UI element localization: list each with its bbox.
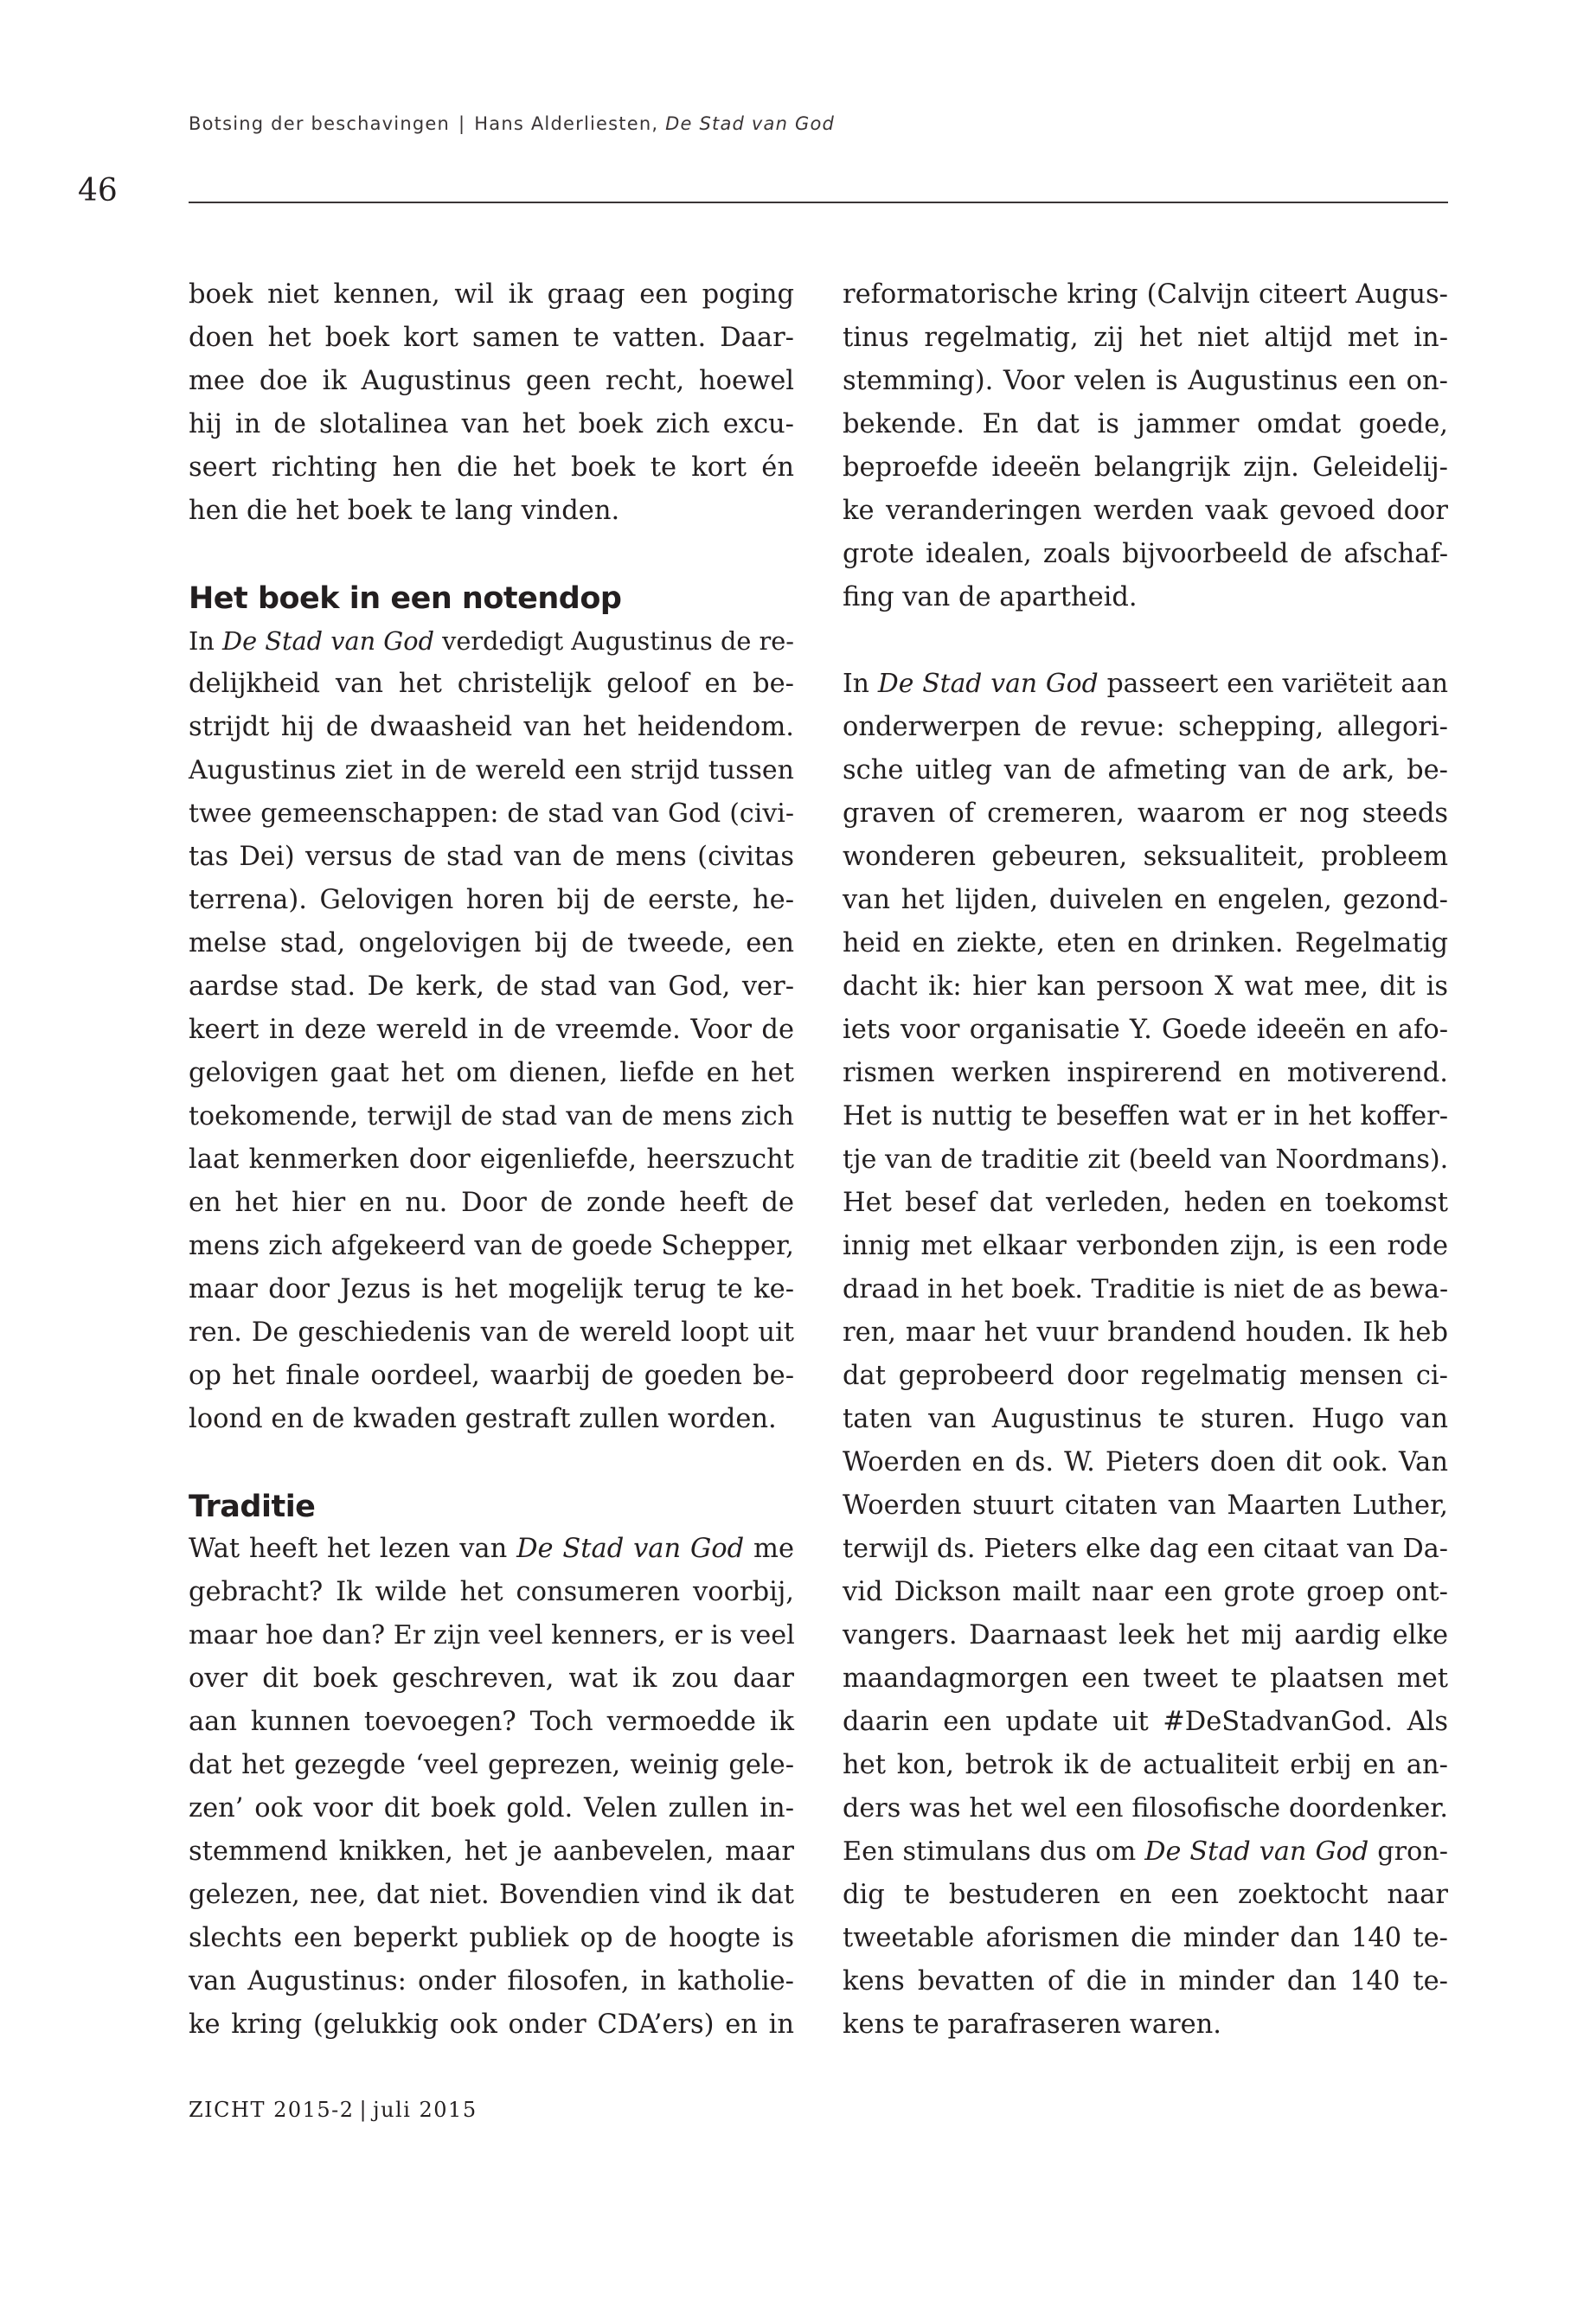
text-line: hij in de slotalinea van het boek zich excu- [189,409,794,439]
text-line: slechts een beperkt publiek op de hoogte is [189,1923,794,1953]
text-line: tweetable aforismen die minder dan 140 te- [843,1923,1448,1953]
text-line: sche uitleg van de afmeting van de ark, be- [843,755,1448,785]
footer [189,2098,478,2122]
text-line: maandagmorgen een tweet te plaatsen met [843,1663,1448,1694]
text-line: heid en ziekte, eten en drinken. Regelmatig [843,928,1448,958]
text-line: strijdt hij de dwaasheid van het heidendom. [189,712,794,742]
text-line: op het finale oordeel, waarbij de goeden be- [189,1361,794,1391]
text-line: ke kring (gelukkig ook onder CDA’ers) en in [189,2009,794,2040]
text-line: en het hier en nu. Door de zonde heeft de [189,1188,794,1218]
text-line: Het is nuttig te beseffen wat er in het koffer- [843,1101,1448,1131]
book-title-italic: De Stad van God [877,669,1099,699]
text-line: van Augustinus: onder filosofen, in katholie- [189,1966,794,1997]
text-line-rest: me [744,1534,794,1564]
running-head-author: Hans Alderliesten, [474,113,659,134]
text-line: vangers. Daarnaast leek het mij aardig elke [843,1620,1448,1650]
text-line: onderwerpen de revue: schepping, allegori- [843,712,1448,742]
text-line: hen die het boek te lang vinden. [189,496,620,526]
footer-date: juli 2015 [373,2098,478,2122]
text-line: aan kunnen toevoegen? Toch vermoedde ik [189,1707,794,1737]
text-line: Woerden en ds. W. Pieters doen dit ook. Van [843,1447,1448,1477]
text-line: fing van de apartheid. [843,582,1138,612]
text-line: graven of cremeren, waarom er nog steeds [843,798,1448,829]
text-line [189,619,794,663]
text-line: grote idealen, zoals bijvoorbeeld de afschaf- [843,539,1448,569]
text-line: ren. De geschiedenis van de wereld loopt uit [189,1317,794,1348]
text-line: delijkheid van het christelijk geloof en be- [189,669,794,699]
text-line: stemmend knikken, het je aanbevelen, maar [189,1836,794,1867]
text-line: dig te bestuderen en een zoektocht naar [843,1880,1448,1910]
text-line: doen het boek kort samen te vatten. Daar- [189,323,794,353]
text-line: innig met elkaar verbonden zijn, is een rode [843,1231,1448,1261]
text-line: laat kenmerken door eigenliefde, heerszucht [189,1144,794,1175]
text-line: dacht ik: hier kan persoon X wat mee, dit is [843,971,1448,1002]
text-line: daarin een update uit #DeStadvanGod. Als [843,1707,1448,1737]
text-line-prefix: Een stimulans dus om [843,1836,1145,1867]
text-line [843,663,1448,706]
text-line [843,1830,1448,1874]
text-line: kens te parafraseren waren. [843,2009,1221,2040]
text-line: terwijl ds. Pieters elke dag een citaat van Da- [843,1534,1448,1564]
text-line: vid Dickson mailt naar een grote groep ont- [843,1577,1448,1607]
text-line: aardse stad. De kerk, de stad van God, ver- [189,971,794,1002]
text-line-rest: verdedigt Augustinus de re- [433,626,794,656]
footer-issue: ZICHT 2015-2 [189,2098,355,2122]
text-line: zen’ ook voor dit boek gold. Velen zullen in- [189,1793,794,1823]
text-line: van het lijden, duivelen en engelen, gezond- [843,885,1448,915]
text-line: iets voor organisatie Y. Goede ideeën en afo- [843,1015,1448,1045]
text-line: seert richting hen die het boek te kort én [189,452,794,483]
text-line: tas Dei) versus de stad van de mens (civitas [189,842,794,872]
section-heading: Traditie [189,1490,316,1524]
text-line: Het besef dat verleden, heden en toekomst [843,1188,1448,1218]
text-line-prefix: Wat heeft het lezen van [189,1534,517,1564]
book-title-italic: De Stad van God [222,626,434,656]
text-line-prefix: In [189,626,223,656]
text-line [189,1528,794,1571]
text-line: stemming). Voor velen is Augustinus een on- [843,366,1448,396]
right-column [843,273,1448,2047]
text-line: bekende. En dat is jammer omdat goede, [843,409,1448,439]
text-line-prefix: In [843,669,878,699]
paragraph-gap [189,533,794,576]
text-line: Woerden stuurt citaten van Maarten Luther, [843,1490,1448,1521]
text-line: wonderen gebeuren, seksualiteit, probleem [843,842,1448,872]
footer-separator: | [359,2098,369,2122]
running-head [189,113,835,134]
text-line: beproefde ideeën belangrijk zijn. Geleidelij- [843,452,1448,483]
book-title-italic: De Stad van God [1144,1836,1369,1867]
paragraph-gap [189,1441,794,1484]
running-head-separator: | [458,113,466,134]
text-line: ren, maar het vuur brandend houden. Ik heb [843,1317,1448,1348]
text-line: over dit boek geschreven, wat ik zou daar [189,1663,794,1694]
text-line: rismen werken inspirerend en motiverend. [843,1058,1448,1088]
text-line: maar hoe dan? Er zijn veel kenners, er is veel [189,1620,795,1650]
text-line: gelovigen gaat het om dienen, liefde en het [189,1058,794,1088]
text-line: melse stad, ongelovigen bij de tweede, een [189,928,794,958]
text-line: draad in het boek. Traditie is niet de as bewa- [843,1274,1449,1304]
text-line: twee gemeenschappen: de stad van God (civi- [189,798,794,829]
text-line: taten van Augustinus te sturen. Hugo van [843,1404,1448,1434]
running-head-section: Botsing der beschavingen [189,113,450,134]
text-line-rest: passeert een variëteit aan [1098,669,1448,699]
text-line: ders was het wel een filosofische doordenker. [843,1793,1448,1823]
text-line: gelezen, nee, dat niet. Bovendien vind ik dat [189,1880,794,1910]
page-number: 46 [78,173,118,208]
text-line: ke veranderingen werden vaak gevoed door [843,496,1448,526]
book-title-italic: De Stad van God [516,1534,745,1564]
text-line: loond en de kwaden gestraft zullen worden. [189,1404,777,1434]
text-line: kens bevatten of die in minder dan 140 te- [843,1966,1448,1997]
text-line: dat geprobeerd door regelmatig mensen ci- [843,1361,1448,1391]
text-line-rest: gron- [1368,1836,1448,1867]
text-line: maar door Jezus is het mogelijk terug te ke- [189,1274,794,1304]
text-line: mens zich afgekeerd van de goede Schepper, [189,1231,794,1261]
section-heading: Het boek in een notendop [189,581,622,616]
text-line: tinus regelmatig, zij het niet altijd met in- [843,323,1448,353]
text-line: terrena). Gelovigen horen bij de eerste, he- [189,885,794,915]
text-line: mee doe ik Augustinus geen recht, hoewel [189,366,794,396]
running-head-title: De Stad van God [665,113,836,134]
text-line: reformatorische kring (Calvijn citeert Augus- [843,279,1448,310]
text-line: keert in deze wereld in de vreemde. Voor de [189,1015,794,1045]
text-line: Augustinus ziet in de wereld een strijd tussen [189,755,794,785]
text-line: gebracht? Ik wilde het consumeren voorbij, [189,1577,794,1607]
text-line: boek niet kennen, wil ik graag een poging [189,279,794,310]
text-line: het kon, betrok ik de actualiteit erbij en an- [843,1750,1448,1780]
paragraph-gap [843,619,1448,663]
text-line: tje van de traditie zit (beeld van Noordmans). [843,1144,1449,1175]
left-column [189,273,794,2047]
text-line: toekomende, terwijl de stad van de mens zich [189,1101,794,1131]
header-rule [189,202,1448,203]
text-line: dat het gezegde ‘veel geprezen, weinig gele- [189,1750,794,1780]
